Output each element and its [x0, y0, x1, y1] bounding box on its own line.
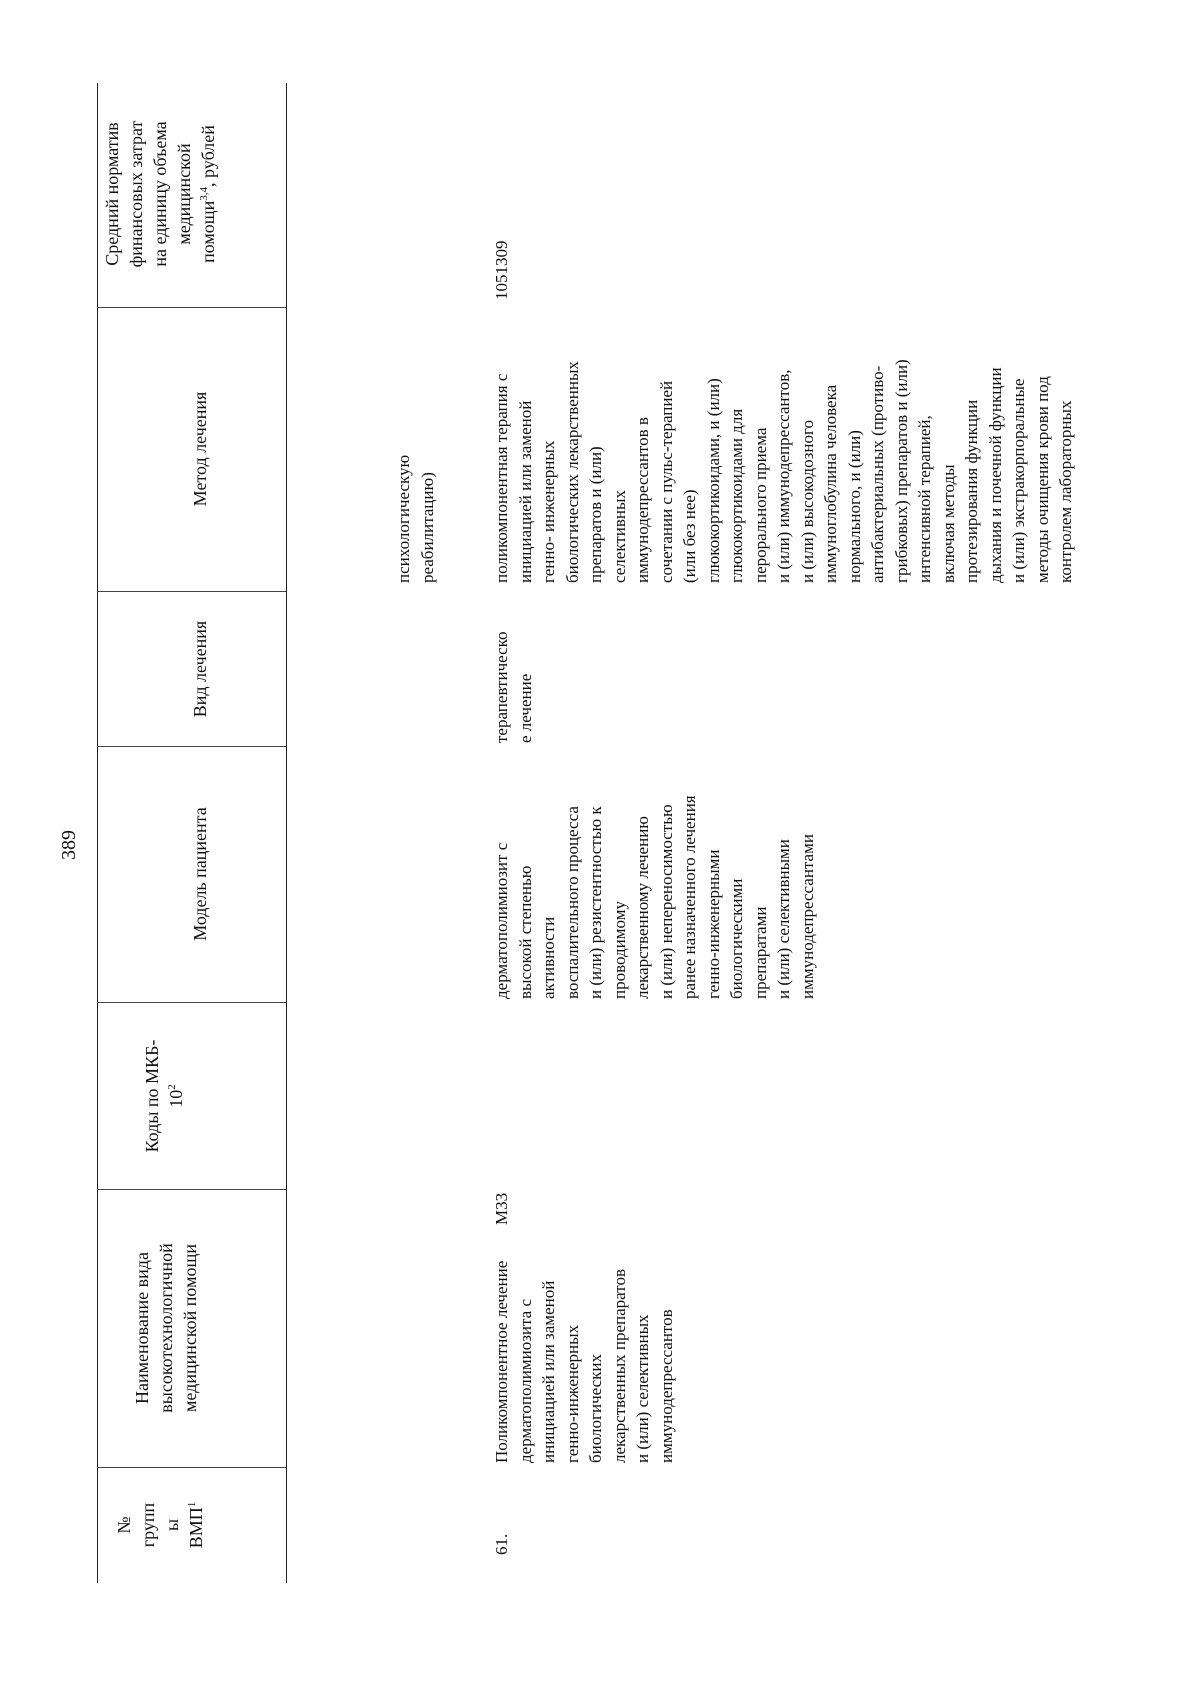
row-number: 61. — [492, 1533, 511, 1555]
row-treatment-method: поликомпонентная терапия с инициацией или заменой генно- инженерных биологических лекарственных препаратов и (или) селективных иммунодепрессантов в сочетании с пульс-терапией (или без нее) глюкокортикоидами, и (или) глюкокортикоидами для перорального приема и (или) иммунодепрессантов, и (или) высокодозного иммуноглобулина человека нормального, и (или) антибактериальных (противо- грибковых) препаратов и (или) интенсивной терапией, включая методы протезирования функции дыхания и почечной функции и (или) экстракорпоральные методы очищения крови под контролем лабораторных — [492, 359, 1075, 583]
header-separator-4 — [97, 746, 286, 747]
header-separator-2 — [97, 1189, 286, 1190]
row-vmp-name: Поликомпонентное лечение дерматополимиозита с инициацией или заменой генно-инженерных биологических лекарственных препаратов и (или) селективных иммунодепрессантов — [492, 1260, 676, 1463]
header-separator-3 — [97, 1002, 286, 1003]
header-top-rule — [97, 83, 98, 1583]
row-cost-value: 1051309 — [492, 240, 511, 300]
row-patient-model: дерматополимиозит с высокой степенью активности воспалительного процесса и (или) резистентностью к проводимому лекарственному лечению и (или) непереносимостью ранее назначенного лечения генно-инженерными биологическими препаратами и (или) селективными иммунодепрессантами — [492, 795, 817, 999]
header-bottom-rule — [286, 83, 287, 1583]
header-patient-model: Модель пациента — [190, 807, 210, 941]
header-separator-5 — [97, 591, 286, 592]
row-icd-code: М33 — [492, 1192, 511, 1225]
row-treatment-type: терапевтическо е лечение — [492, 631, 535, 743]
header-cost-standard: Средний норматив финансовых затрат на единицу объема медицинской помощи$^{3,4}$, рублей — [102, 120, 218, 268]
header-separator-6 — [97, 307, 286, 308]
header-treatment-type: Вид лечения — [190, 620, 210, 718]
continuation-method-text: психологическую реабилитацию) — [394, 454, 437, 583]
header-separator-1 — [97, 1467, 286, 1468]
header-group-number: № групп ы ВМП$^1$ — [114, 1501, 206, 1549]
header-icd-codes: Коды по МКБ- $10^2$ — [142, 1039, 186, 1153]
header-treatment-method: Метод лечения — [190, 391, 210, 507]
header-name: Наименование вида высокотехнологичной медицинской помощи — [132, 1243, 200, 1413]
page-number: 389 — [58, 830, 80, 860]
